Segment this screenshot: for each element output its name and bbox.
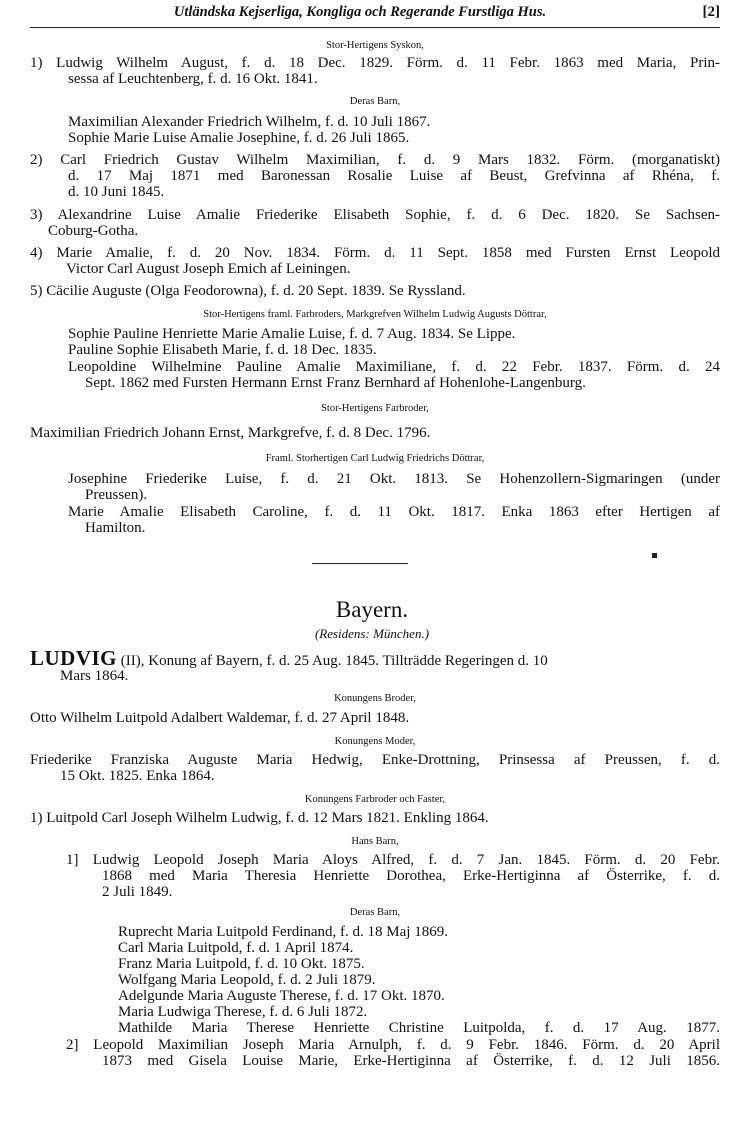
entry-line: Ruprecht Maria Luitpold Ferdinand, f. d. 18 Maj 1869.: [118, 924, 448, 940]
caption-mother: Konungens Moder,: [334, 736, 416, 747]
entry-line: Sept. 1862 med Fursten Hermann Ernst Franz Bernhard af Hohenlohe-Langenburg.: [85, 375, 586, 391]
entry-line: Marie Amalie Elisabeth Caroline, f. d. 11 Okt. 1817. Enka 1863 efter Hertigen af: [68, 504, 720, 520]
ink-dot: [652, 553, 657, 558]
entry-line: Maximilian Alexander Friedrich Wilhelm, f. d. 10 Juli 1867.: [68, 114, 431, 130]
entry-line: 2] Leopold Maximilian Joseph Maria Arnulph, f. d. 9 Febr. 1846. Förm. d. 20 April: [66, 1037, 720, 1053]
caption-brother: Konungens Broder,: [334, 693, 416, 704]
king-text: (II), Konung af Bayern, f. d. 25 Aug. 1845. Tillträdde Regeringen d. 10: [117, 653, 548, 669]
entry-line: 1868 med Maria Theresia Henriette Dorothea, Erke-Hertiginna af Österrike, f. d.: [102, 868, 720, 884]
entry-line: d. 17 Maj 1871 med Baronessan Rosalie Luise af Beust, Grefvinna af Rhéna, f.: [68, 168, 720, 184]
caption-uncle-aunt: Konungens Farbroder och Faster,: [304, 794, 446, 805]
entry-line: 15 Okt. 1825. Enka 1864.: [60, 768, 215, 784]
entry-line: Preussen).: [85, 487, 148, 503]
entry-line: Otto Wilhelm Luitpold Adalbert Waldemar, f. d. 27 April 1848.: [30, 710, 410, 726]
king-name: LUDVIG: [30, 646, 118, 670]
caption-siblings: Stor-Hertigens Syskon,: [326, 40, 424, 51]
entry-line: 5) Cäcilie Auguste (Olga Feodorowna), f. d. 20 Sept. 1839. Se Ryssland.: [30, 283, 466, 299]
running-header: [30, 4, 720, 26]
entry-line: 1) Luitpold Carl Joseph Wilhelm Ludwig, f. d. 12 Mars 1821. Enkling 1864.: [30, 810, 489, 826]
entry-line: Mathilde Maria Therese Henriette Christine Luitpolda, f. d. 17 Aug. 1877.: [118, 1020, 720, 1036]
entry-line: Victor Carl August Joseph Emich af Leiningen.: [66, 261, 351, 277]
entry-line: 3) Alexandrine Luise Amalie Friederike Elisabeth Sophie, f. d. 6 Dec. 1820. Se Sachsen-: [30, 207, 720, 223]
caption-uncle: Stor-Hertigens Farbroder,: [321, 403, 429, 414]
caption-his-children: Hans Barn,: [351, 836, 399, 847]
header-title: Utländska Kejserliga, Kongliga och Regerande Furstliga Hus.: [173, 4, 547, 20]
entry-line: 4) Marie Amalie, f. d. 20 Nov. 1834. Förm. d. 11 Sept. 1858 med Fursten Ernst Leopold: [30, 245, 720, 261]
entry-line: Josephine Friederike Luise, f. d. 21 Okt. 1813. Se Hohenzollern-Sigmaringen (under: [68, 471, 720, 487]
entry-line: sessa af Leuchtenberg, f. d. 16 Okt. 1841.: [68, 71, 318, 87]
entry-line: Hamilton.: [85, 520, 146, 536]
section-residence: (Residens: München.): [314, 626, 430, 641]
entry-line: 1] Ludwig Leopold Joseph Maria Aloys Alfred, f. d. 7 Jan. 1845. Förm. d. 20 Febr.: [66, 852, 720, 868]
entry-line: Sophie Pauline Henriette Marie Amalie Luise, f. d. 7 Aug. 1834. Se Lippe.: [68, 326, 516, 342]
entry-line: Friederike Franziska Auguste Maria Hedwig, Enke-Drottning, Prinsessa af Preussen, f. d.: [30, 752, 720, 768]
entry-line-king: [30, 646, 720, 672]
entry-line: 2 Juli 1849.: [102, 884, 173, 900]
section-divider: [312, 563, 408, 564]
entry-line: 2) Carl Friedrich Gustav Wilhelm Maximilian, f. d. 9 Mars 1832. Förm. (morganatiskt): [30, 152, 720, 168]
section-title: Bayern.: [335, 597, 409, 622]
entry-line: Sophie Marie Luise Amalie Josephine, f. d. 26 Juli 1865.: [68, 130, 410, 146]
entry-line: d. 10 Juni 1845.: [68, 184, 165, 200]
entry-line: 1) Ludwig Wilhelm August, f. d. 18 Dec. 1829. Förm. d. 11 Febr. 1863 med Maria, Prin-: [30, 55, 720, 71]
page-number: [2]: [702, 4, 720, 20]
caption-children: Deras Barn,: [349, 96, 401, 107]
entry-line: Carl Maria Luitpold, f. d. 1 April 1874.: [118, 940, 354, 956]
entry-line: Mars 1864.: [60, 668, 129, 684]
entry-line: Coburg-Gotha.: [48, 223, 139, 239]
caption-daughters-carl: Framl. Storhertigen Carl Ludwig Friedrichs Döttrar,: [265, 453, 485, 464]
entry-line: 1873 med Gisela Louise Marie, Erke-Hertiginna af Österrike, f. d. 12 Juli 1856.: [102, 1053, 720, 1069]
entry-line: Maria Ludwiga Therese, f. d. 6 Juli 1872.: [118, 1004, 368, 1020]
caption-their-children: Deras Barn,: [349, 907, 401, 918]
entry-line: Wolfgang Maria Leopold, f. d. 2 Juli 1879.: [118, 972, 376, 988]
entry-line: Adelgunde Maria Auguste Therese, f. d. 17 Okt. 1870.: [118, 988, 445, 1004]
header-rule: [30, 27, 720, 28]
entry-line: Leopoldine Wilhelmine Pauline Amalie Maximiliane, f. d. 22 Febr. 1837. Förm. d. 24: [68, 359, 720, 375]
entry-line: Franz Maria Luitpold, f. d. 10 Okt. 1875.: [118, 956, 365, 972]
entry-line: Maximilian Friedrich Johann Ernst, Markgrefve, f. d. 8 Dec. 1796.: [30, 425, 431, 441]
caption-daughters: Stor-Hertigens framl. Farbroders, Markgrefven Wilhelm Ludwig Augusts Döttrar,: [203, 309, 547, 320]
entry-line: Pauline Sophie Elisabeth Marie, f. d. 18 Dec. 1835.: [68, 342, 377, 358]
